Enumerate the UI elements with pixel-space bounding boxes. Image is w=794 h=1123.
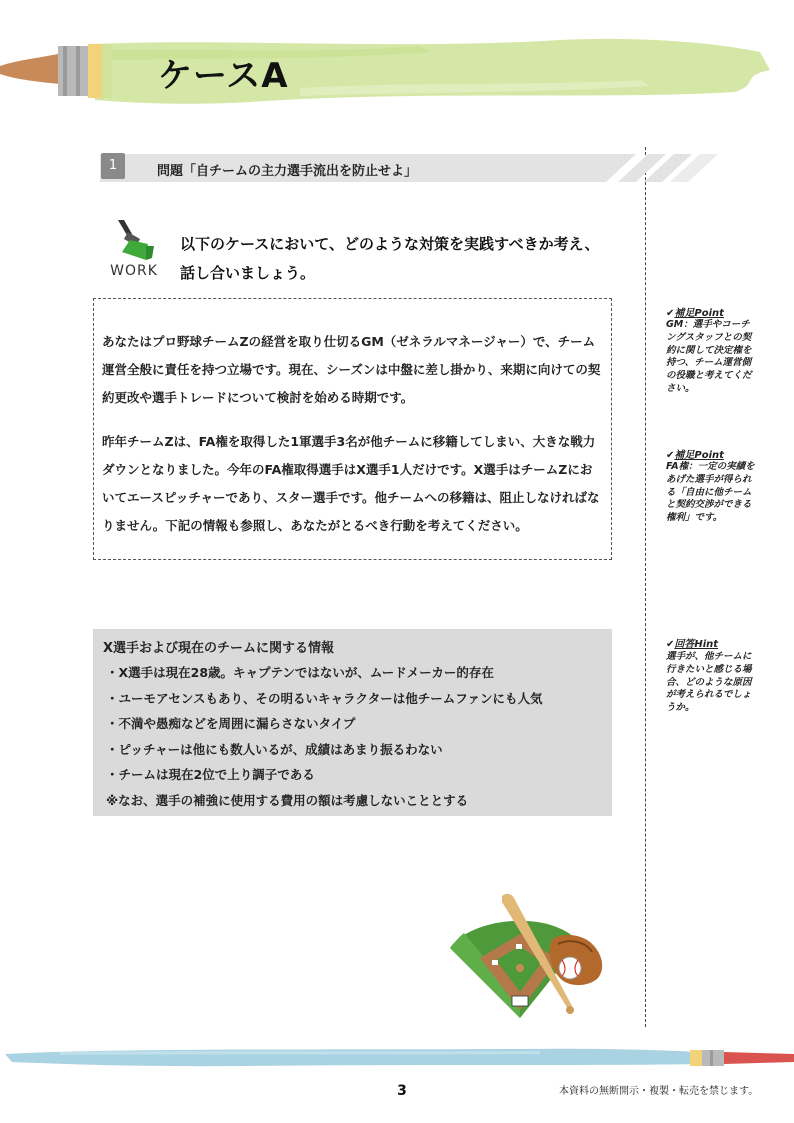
side-note-label: 補足Point bbox=[674, 450, 724, 461]
list-item: ・ピッチャーは他にも数人いるが、成績はあまり振るわない bbox=[106, 741, 443, 757]
list-item: ・X選手は現在28歳。キャプテンではないが、ムードメーカー的存在 bbox=[106, 665, 494, 680]
side-note-body: GM：選手やコーチングスタッフとの契約に関して決定権を持つ、チーム運営側の役職と考えてください。 bbox=[666, 319, 752, 394]
list-item: ・不満や愚痴などを周囲に漏らさないタイプ bbox=[106, 716, 356, 731]
side-note-heading bbox=[666, 304, 724, 319]
check-icon: ✔ bbox=[666, 639, 675, 650]
list-item: ※なお、選手の補強に使用する費用の額は考慮しないこととする bbox=[106, 792, 469, 808]
section-number-badge: 1 bbox=[101, 153, 125, 179]
player-info-list bbox=[106, 660, 543, 813]
side-note-label: 回答Hint bbox=[674, 639, 719, 650]
side-note-body: FA権：一定の実績をあげた選手が得られる「自由に他チームと契約交渉ができる権利」です。 bbox=[666, 461, 755, 524]
side-note-heading bbox=[666, 635, 718, 650]
paint-brush-icon bbox=[690, 1050, 794, 1066]
footer-brush-stroke bbox=[0, 1040, 794, 1072]
side-note-heading bbox=[666, 446, 724, 461]
page-title: ケースA bbox=[158, 56, 289, 96]
work-label: WORK bbox=[110, 263, 158, 279]
side-note-label: 補足Point bbox=[674, 308, 724, 319]
baseball-icon bbox=[559, 957, 581, 979]
copyright-notice: 本資料の無断開示・複製・転売を禁じます。 bbox=[559, 1086, 759, 1097]
section-title: 問題「自チームの主力選手流出を防止せよ」 bbox=[157, 164, 418, 179]
baseball-field-illustration bbox=[440, 888, 615, 1028]
side-divider bbox=[645, 147, 646, 1027]
header-brush-stroke bbox=[0, 30, 794, 120]
case-paragraph-2: 昨年チームZは、FA権を取得した1軍選手3名が他チームに移籍してしまい、大きな戦力ダウンとなりました。今年のFA権取得選手はX選手1人だけです。X選手はチームZにおいてエースピッチャーであり、スター選手です。他チームへの移籍は、阻止しなければなりません。下記の情報も参照し、あなたがとるべき行動を考えてください。 bbox=[102, 434, 600, 533]
check-icon: ✔ bbox=[666, 308, 675, 319]
list-item: ・ユーモアセンスもあり、その明るいキャラクターは他チームファンにも人気 bbox=[106, 690, 543, 706]
instruction-line-1: 以下のケースにおいて、どのような対策を実践すべきか考え、 bbox=[180, 235, 600, 253]
work-instruction bbox=[180, 230, 600, 288]
page-number: 3 bbox=[397, 1083, 407, 1099]
player-info-title: X選手および現在のチームに関する情報 bbox=[103, 641, 335, 656]
paint-brush-icon bbox=[0, 44, 112, 98]
work-brush-icon bbox=[108, 218, 158, 262]
check-icon: ✔ bbox=[666, 450, 675, 461]
case-paragraph-1: あなたはプロ野球チームZの経営を取り仕切るGM（ゼネラルマネージャー）で、チーム運営全般に責任を持つ立場です。現在、シーズンは中盤に差し掛かり、来期に向けての契約更改や選手トレードについて検討を始める時期です。 bbox=[102, 334, 601, 405]
instruction-line-2: 話し合いましょう。 bbox=[180, 264, 316, 282]
side-note-body: 選手が、他チームに行きたいと感じる場合、どのような原因が考えられるでしょうか。 bbox=[666, 651, 752, 714]
list-item: ・チームは現在2位で上り調子である bbox=[106, 767, 315, 782]
